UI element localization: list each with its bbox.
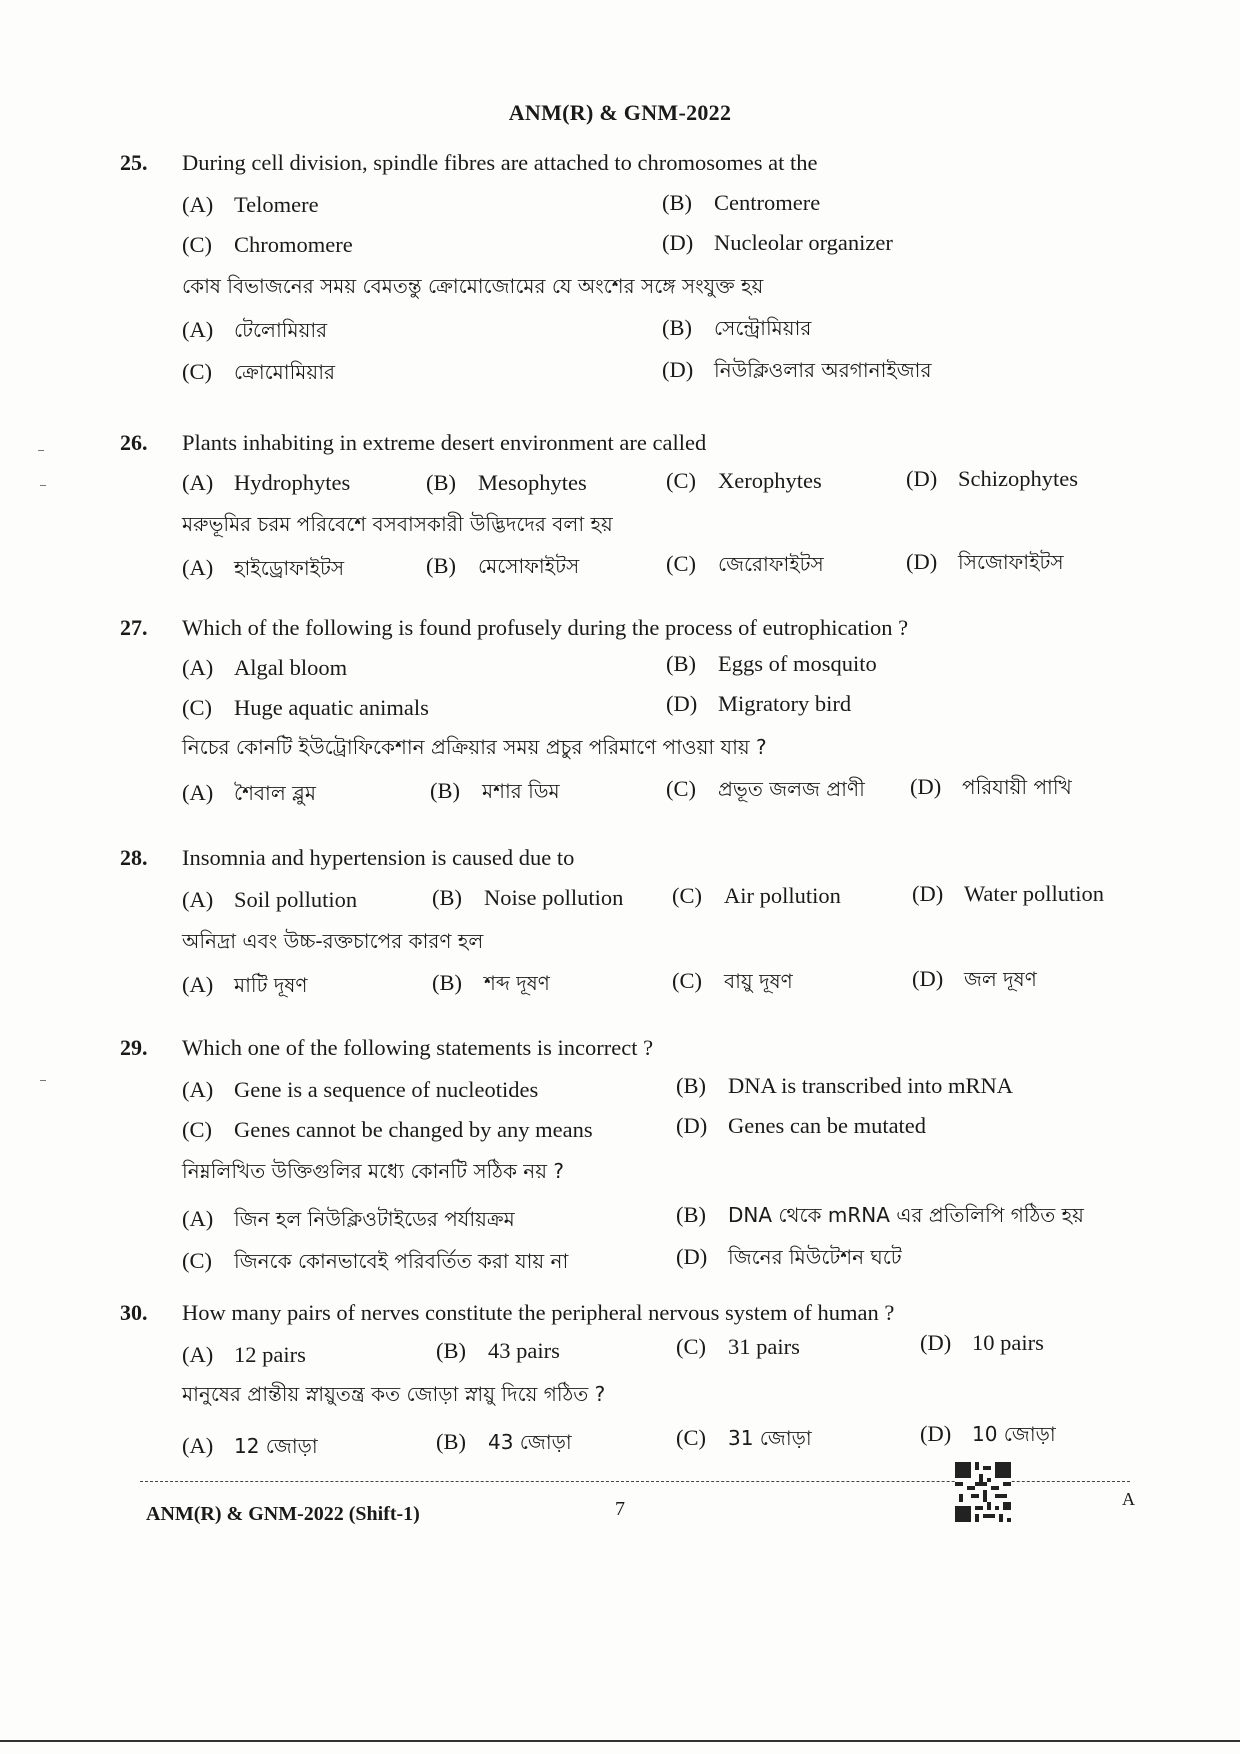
option-a-bn: (A) টেলোমিয়ার	[182, 317, 328, 342]
question-text-en: During cell division, spindle fibres are attached to chromosomes at the	[182, 150, 818, 175]
option-a-bn: (A) হাইড্রোফাইটস	[182, 555, 345, 580]
option-b-en: (B) Mesophytes	[426, 470, 587, 495]
bottom-edge-rule	[0, 1740, 1240, 1742]
page-header-title: ANM(R) & GNM-2022	[508, 100, 732, 125]
question-number: 29.	[120, 1035, 148, 1060]
option-b-bn: (B) DNA থেকে mRNA এর প্রতিলিপি গঠিত হয়	[676, 1202, 1084, 1227]
margin-mark	[38, 450, 44, 451]
question-text-en: Insomnia and hypertension is caused due to	[182, 845, 575, 870]
option-d-bn: (D) সিজোফাইটস	[906, 549, 1064, 574]
question-number: 27.	[120, 615, 148, 640]
option-c-bn: (C) জিনকে কোনভাবেই পরিবর্তিত করা যায় না	[182, 1248, 569, 1273]
option-a-en: (A) Gene is a sequence of nucleotides	[182, 1077, 539, 1102]
option-b-en: (B) 43 pairs	[436, 1338, 560, 1363]
option-a-bn: (A) 12 জোড়া	[182, 1433, 318, 1458]
option-c-bn: (C) জেরোফাইটস	[666, 551, 824, 576]
question-text-bn: নিম্নলিখিত উক্তিগুলির মধ্যে কোনটি সঠিক নয় ?	[182, 1159, 564, 1183]
question-text-en: Which of the following is found profusely during the process of eutrophication ?	[182, 615, 909, 640]
option-a-en: (A) 12 pairs	[182, 1342, 306, 1367]
question-text-en: Plants inhabiting in extreme desert environment are called	[182, 430, 707, 455]
option-d-en: (D) Water pollution	[912, 881, 1105, 906]
option-c-en: (C) 31 pairs	[676, 1334, 800, 1359]
question-text-en: How many pairs of nerves constitute the peripheral nervous system of human ?	[182, 1300, 895, 1325]
option-b-bn: (B) 43 জোড়া	[436, 1429, 572, 1454]
option-b-en: (B) Centromere	[662, 190, 821, 215]
option-a-en: (A) Telomere	[182, 192, 319, 217]
option-d-bn: (D) জিনের মিউটেশন ঘটে	[676, 1244, 902, 1269]
question-number: 30.	[120, 1300, 148, 1325]
option-c-en: (C) Genes cannot be changed by any means	[182, 1117, 593, 1142]
question-text-bn: কোষ বিভাজনের সময় বেমতন্তু ক্রোমোজোমের যে অংশের সঙ্গে সংযুক্ত হয়	[182, 274, 764, 298]
question-number: 26.	[120, 430, 148, 455]
question-text-bn: মরুভূমির চরম পরিবেশে বসবাসকারী উদ্ভিদদের বলা হয়	[182, 512, 613, 536]
option-a-bn: (A) জিন হল নিউক্লিওটাইডের পর্যায়ক্রম	[182, 1206, 515, 1231]
option-a-bn: (A) মাটি দূষণ	[182, 972, 308, 997]
option-b-bn: (B) মশার ডিম	[430, 778, 560, 803]
option-d-en: (D) 10 pairs	[920, 1330, 1044, 1355]
option-a-en: (A) Soil pollution	[182, 887, 358, 912]
question-text-bn: মানুষের প্রান্তীয় স্নায়ুতন্ত্র কত জোড়া স্নায়ু দিয়ে গঠিত ?	[182, 1382, 606, 1406]
option-c-bn: (C) ক্রোমোমিয়ার	[182, 359, 335, 384]
option-c-en: (C) Xerophytes	[666, 468, 822, 493]
option-b-en: (B) DNA is transcribed into mRNA	[676, 1073, 1013, 1098]
question-text-bn: নিচের কোনটি ইউট্রোফিকেশান প্রক্রিয়ার সময় প্রচুর পরিমাণে পাওয়া যায় ?	[182, 735, 767, 759]
option-a-bn: (A) শৈবাল ব্লুম	[182, 780, 316, 805]
option-d-bn: (D) জল দূষণ	[912, 966, 1037, 991]
question-text-bn: অনিদ্রা এবং উচ্চ-রক্তচাপের কারণ হল	[182, 929, 484, 953]
option-b-bn: (B) সেন্ট্রোমিয়ার	[662, 315, 812, 340]
option-c-en: (C) Chromomere	[182, 232, 353, 257]
option-d-en: (D) Nucleolar organizer	[662, 230, 893, 255]
option-c-bn: (C) প্রভূত জলজ প্রাণী	[666, 776, 865, 801]
option-c-en: (C) Huge aquatic animals	[182, 695, 429, 720]
page-number: 7	[615, 1498, 625, 1520]
option-c-en: (C) Air pollution	[672, 883, 841, 908]
question-text-en: Which one of the following statements is incorrect ?	[182, 1035, 654, 1060]
option-b-bn: (B) মেসোফাইটস	[426, 553, 580, 578]
margin-mark	[40, 485, 46, 486]
option-d-en: (D) Genes can be mutated	[676, 1113, 927, 1138]
option-d-en: (D) Migratory bird	[666, 691, 852, 716]
option-d-en: (D) Schizophytes	[906, 466, 1078, 491]
option-b-en: (B) Eggs of mosquito	[666, 651, 877, 676]
option-b-bn: (B) শব্দ দূষণ	[432, 970, 550, 995]
option-d-bn: (D) নিউক্লিওলার অরগানাইজার	[662, 357, 932, 382]
option-d-bn: (D) 10 জোড়া	[920, 1421, 1056, 1446]
option-c-bn: (C) বায়ু দূষণ	[672, 968, 793, 993]
option-a-en: (A) Algal bloom	[182, 655, 348, 680]
option-d-bn: (D) পরিযায়ী পাখি	[910, 774, 1072, 799]
question-number: 25.	[120, 150, 148, 175]
footer-exam-title: ANM(R) & GNM-2022 (Shift-1)	[146, 1503, 420, 1525]
option-a-en: (A) Hydrophytes	[182, 470, 351, 495]
option-c-bn: (C) 31 জোড়া	[676, 1425, 812, 1450]
option-b-en: (B) Noise pollution	[432, 885, 624, 910]
margin-mark	[40, 1080, 46, 1081]
set-code: A	[1122, 1489, 1135, 1509]
question-number: 28.	[120, 845, 148, 870]
